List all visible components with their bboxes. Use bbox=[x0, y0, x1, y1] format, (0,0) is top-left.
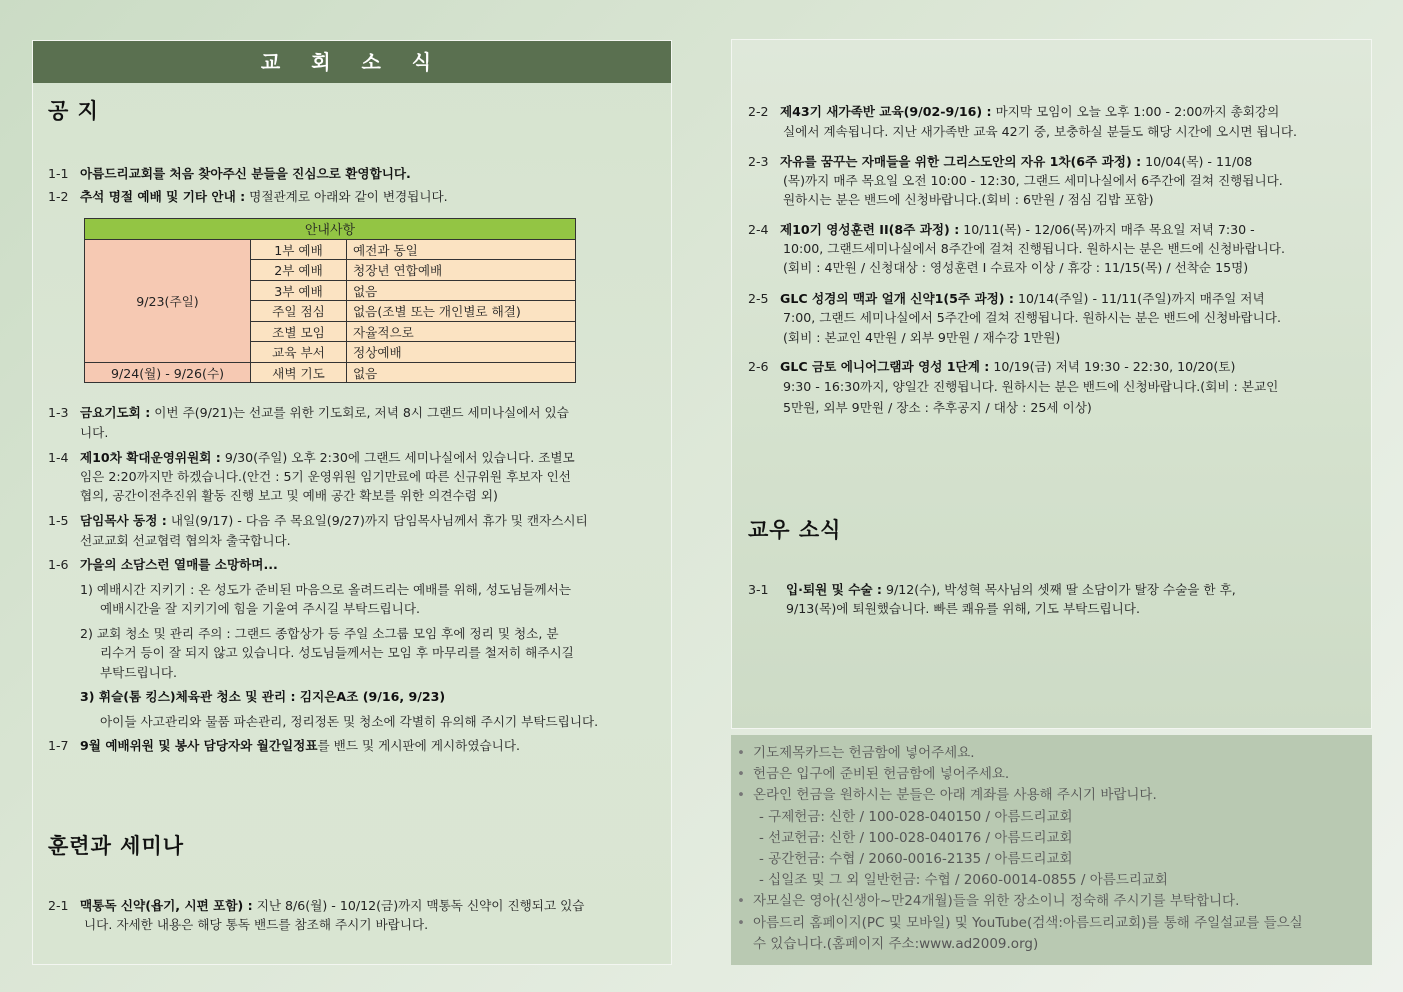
bullet-icon: • bbox=[737, 745, 745, 761]
sub-item-1: 1) 예배시간 지키기 : 온 성도가 준비된 마음으로 올려드리는 예배를 위해, 성도님들께서는 bbox=[80, 582, 572, 597]
notice-item-1-6 bbox=[48, 555, 278, 575]
item-continuation: (회비 : 4만원 / 신청대상 : 영성훈련 I 수료자 이상 / 휴강 : 11/15(목) / 선착순 15명) bbox=[783, 260, 1249, 275]
item-heading: 제10기 영성훈련 II(8주 과정) : bbox=[780, 222, 960, 237]
table-cat-cell: 교육 부서 bbox=[251, 342, 347, 363]
notice-item-1-5 bbox=[48, 511, 588, 531]
item-continuation: 니다. bbox=[80, 425, 109, 440]
list-item-continuation: 수 있습니다.(홈페이지 주소:www.ad2009.org) bbox=[753, 935, 1039, 952]
item-text: 10/04(목) - 11/08 bbox=[1141, 154, 1253, 169]
training-item-2-2 bbox=[748, 102, 1279, 122]
bullet-icon: • bbox=[737, 914, 745, 931]
members-item-3-1 bbox=[748, 580, 1236, 600]
item-continuation: 7:00, 그랜드 세미나실에서 5주간에 걸쳐 진행됩니다. 원하시는 분은 밴드에 신청바랍니다. bbox=[783, 310, 1281, 325]
item-continuation: (회비 : 본교인 4만원 / 외부 9만원 / 재수강 1만원) bbox=[783, 330, 1061, 345]
item-continuation: 9:30 - 16:30까지, 양일간 진행됩니다. 원하시는 분은 밴드에 신청바랍니다.(회비 : 본교인 bbox=[783, 379, 1279, 394]
item-heading: 제10차 확대운영위원회 : bbox=[80, 450, 221, 465]
item-number: 2-2 bbox=[748, 104, 769, 119]
item-continuation: 9/13(목)에 퇴원했습니다. 빠른 쾌유를 위해, 기도 부탁드립니다. bbox=[786, 601, 1140, 616]
item-heading: 자유를 꿈꾸는 자매들을 위한 그리스도안의 자유 1차(6주 과정) : bbox=[780, 154, 1142, 169]
item-heading: 추석 명절 예배 및 기타 안내 : bbox=[80, 189, 246, 204]
offering-info-box bbox=[731, 735, 1372, 965]
table-val-cell: 없음 bbox=[347, 362, 576, 383]
item-number: 2-6 bbox=[748, 359, 769, 374]
table-date-cell: 9/24(월) - 9/26(수) bbox=[85, 362, 251, 383]
list-item bbox=[737, 913, 1303, 934]
section-title-members: 교우 소식 bbox=[748, 518, 842, 542]
bullet-icon: • bbox=[737, 893, 745, 910]
notice-item-1-2 bbox=[48, 187, 448, 207]
list-item-text: 기도제목카드는 헌금함에 넣어주세요. bbox=[753, 745, 975, 761]
training-item-2-1 bbox=[48, 896, 584, 916]
list-item-text: 헌금은 입구에 준비된 헌금함에 넣어주세요. bbox=[753, 766, 1010, 783]
item-heading: 가을의 소담스런 열매를 소망하며... bbox=[80, 557, 278, 572]
account-line: - 구제헌금: 신한 / 100-028-040150 / 아름드리교회 bbox=[759, 808, 1073, 825]
table-val-cell: 정상예배 bbox=[347, 342, 576, 363]
item-text: 내일(9/17) - 다음 주 목요일(9/27)까지 담임목사님께서 휴가 및 캔자스시티 bbox=[166, 513, 588, 528]
table-header: 안내사항 bbox=[85, 219, 576, 240]
offering-info-list bbox=[737, 743, 1303, 955]
table-val-cell: 없음(조별 또는 개인별로 해결) bbox=[347, 301, 576, 322]
account-line: - 공간헌금: 수협 / 2060-0016-2135 / 아름드리교회 bbox=[759, 851, 1073, 868]
section-title-training: 훈련과 세미나 bbox=[48, 834, 185, 858]
item-number: 1-5 bbox=[48, 513, 69, 528]
notice-item-1-4 bbox=[48, 448, 575, 468]
item-text: 9/12(수), 박성혁 목사님의 셋째 딸 소담이가 탈장 수술을 한 후, bbox=[881, 582, 1236, 597]
table-val-cell: 청장년 연합예배 bbox=[347, 260, 576, 281]
item-number: 1-2 bbox=[48, 189, 69, 204]
table-date-cell: 9/23(주일) bbox=[85, 239, 251, 362]
bullet-icon: • bbox=[737, 766, 745, 783]
item-heading: GLC 성경의 맥과 얼개 신약1(5주 과정) : bbox=[780, 291, 1014, 306]
item-number: 1-7 bbox=[48, 738, 69, 753]
item-text: 10/14(주일) - 11/11(주일)까지 매주일 저녁 bbox=[1013, 291, 1265, 306]
item-number: 3-1 bbox=[748, 582, 769, 597]
item-continuation: 예배시간을 잘 지키기에 힘을 기울여 주시길 부탁드립니다. bbox=[100, 601, 420, 616]
item-continuation: 리수거 등이 잘 되지 않고 있습니다. 성도님들께서는 모임 후 마무리를 철저히 해주시길 bbox=[100, 645, 574, 660]
item-text: 이번 주(9/21)는 선교를 위한 기도회로, 저녁 8시 그랜드 세미나실에서 있습 bbox=[150, 405, 569, 420]
item-continuation: 니다. 자세한 내용은 해당 통독 밴드를 참조해 주시기 바랍니다. bbox=[84, 917, 429, 932]
item-continuation: (목)까지 매주 목요일 오전 10:00 - 12:30, 그랜드 세미나실에서 6주간에 걸쳐 진행됩니다. bbox=[783, 173, 1283, 188]
item-continuation: 협의, 공간이전추진위 활동 진행 보고 및 예배 공간 확보를 위한 의견수렴 외) bbox=[80, 488, 498, 503]
list-item-text: 아름드리 홈페이지(PC 및 모바일) 및 YouTube(검색:아름드리교회)를 통해 주일설교를 들으실 bbox=[753, 914, 1303, 931]
item-text: 명절관계로 아래와 같이 변경됩니다. bbox=[245, 189, 448, 204]
list-item bbox=[737, 891, 1303, 912]
item-continuation: 5만원, 외부 9만원 / 장소 : 추후공지 / 대상 : 25세 이상) bbox=[783, 400, 1092, 415]
section-title-notice: 공 지 bbox=[48, 99, 99, 123]
list-item bbox=[737, 785, 1303, 806]
table-cat-cell: 3부 예배 bbox=[251, 280, 347, 301]
item-text: 9/30(주일) 오후 2:30에 그랜드 세미나실에서 있습니다. 조별모 bbox=[220, 450, 575, 465]
notice-item-1-1 bbox=[48, 164, 411, 184]
item-text: 지난 8/6(월) - 10/12(금)까지 맥통독 신약이 진행되고 있습 bbox=[252, 898, 585, 913]
table-cat-cell: 2부 예배 bbox=[251, 260, 347, 281]
table-cat-cell: 조별 모임 bbox=[251, 321, 347, 342]
item-text: 를 밴드 및 게시판에 게시하였습니다. bbox=[317, 738, 520, 753]
list-item-text: 온라인 헌금을 원하시는 분들은 아래 계좌를 사용해 주시기 바랍니다. bbox=[753, 787, 1157, 804]
item-heading: 9월 예배위원 및 봉사 담당자와 월간일정표 bbox=[80, 738, 318, 753]
item-continuation: 원하시는 분은 밴드에 신청바랍니다.(회비 : 6만원 / 점심 김밥 포함) bbox=[783, 192, 1154, 207]
notice-item-1-3 bbox=[48, 403, 569, 423]
training-item-2-6 bbox=[748, 357, 1235, 377]
item-continuation: 임은 2:20까지만 하겠습니다.(안건 : 5기 운영위원 임기만료에 따른 신규위원 후보자 인선 bbox=[80, 469, 571, 484]
table-val-cell: 예전과 동일 bbox=[347, 239, 576, 260]
item-heading: 제43기 새가족반 교육(9/02-9/16) : bbox=[780, 104, 992, 119]
list-item bbox=[737, 764, 1303, 785]
item-continuation: 실에서 계속됩니다. 지난 새가족반 교육 42기 중, 보충하실 분들도 해당 시간에 오시면 됩니다. bbox=[783, 124, 1298, 139]
sub-item-3: 3) 휘슬(톰 킹스)체육관 청소 및 관리 : 김지은A조 (9/16, 9/23) bbox=[80, 689, 446, 704]
notice-item-1-7 bbox=[48, 736, 520, 756]
item-number: 2-3 bbox=[748, 154, 769, 169]
table-val-cell: 자율적으로 bbox=[347, 321, 576, 342]
training-item-2-5 bbox=[748, 289, 1265, 309]
item-number: 2-1 bbox=[48, 898, 69, 913]
bullet-icon: • bbox=[737, 787, 745, 804]
item-heading: GLC 금토 에니어그램과 영성 1단계 : bbox=[780, 359, 990, 374]
item-number: 1-6 bbox=[48, 557, 69, 572]
table-cat-cell: 새벽 기도 bbox=[251, 362, 347, 383]
item-heading: 담임목사 동정 : bbox=[80, 513, 167, 528]
training-item-2-4 bbox=[748, 220, 1255, 240]
training-item-2-3 bbox=[748, 152, 1252, 172]
item-heading: 입·퇴원 및 수술 : bbox=[786, 582, 882, 597]
sub-item-2: 2) 교회 청소 및 관리 주의 : 그랜드 종합상가 등 주일 소그룹 모임 후에 정리 및 청소, 분 bbox=[80, 626, 559, 641]
item-text: 10/11(목) - 12/06(목)까지 매주 목요일 저녁 7:30 - bbox=[959, 222, 1255, 237]
item-number: 1-4 bbox=[48, 450, 69, 465]
item-number: 2-5 bbox=[748, 291, 769, 306]
banner-title: 교 회 소 식 bbox=[33, 41, 671, 83]
table-row bbox=[85, 362, 576, 383]
item-continuation: 부탁드립니다. bbox=[100, 665, 177, 680]
item-number: 1-3 bbox=[48, 405, 69, 420]
item-heading: 아름드리교회를 처음 찾아주신 분들을 진심으로 환영합니다. bbox=[80, 166, 411, 181]
item-heading: 맥통독 신약(욥기, 시편 포함) : bbox=[80, 898, 253, 913]
list-item-text: 자모실은 영아(신생아~만24개월)들을 위한 장소이니 정숙해 주시기를 부탁합니다. bbox=[753, 893, 1240, 910]
holiday-info-table bbox=[84, 218, 576, 383]
item-number: 2-4 bbox=[748, 222, 769, 237]
table-cat-cell: 주일 점심 bbox=[251, 301, 347, 322]
account-line: - 선교헌금: 신한 / 100-028-040176 / 아름드리교회 bbox=[759, 829, 1073, 846]
item-text: 마지막 모임이 오늘 오후 1:00 - 2:00까지 총회강의 bbox=[991, 104, 1280, 119]
item-continuation: 10:00, 그랜드세미나실에서 8주간에 걸쳐 진행됩니다. 원하시는 분은 밴드에 신청바랍니다. bbox=[783, 241, 1285, 256]
item-continuation: 아이들 사고관리와 물품 파손관리, 정리정돈 및 청소에 각별히 유의해 주시기 부탁드립니다. bbox=[100, 714, 599, 729]
item-text: 10/19(금) 저녁 19:30 - 22:30, 10/20(토) bbox=[989, 359, 1236, 374]
item-number: 1-1 bbox=[48, 166, 69, 181]
item-heading: 금요기도회 : bbox=[80, 405, 151, 420]
table-cat-cell: 1부 예배 bbox=[251, 239, 347, 260]
table-val-cell: 없음 bbox=[347, 280, 576, 301]
account-line: - 십일조 및 그 외 일반헌금: 수협 / 2060-0014-0855 / 아름드리교회 bbox=[759, 872, 1168, 889]
table-row bbox=[85, 239, 576, 260]
item-continuation: 선교교회 선교협력 협의차 출국합니다. bbox=[80, 533, 291, 548]
list-item bbox=[737, 743, 1303, 764]
